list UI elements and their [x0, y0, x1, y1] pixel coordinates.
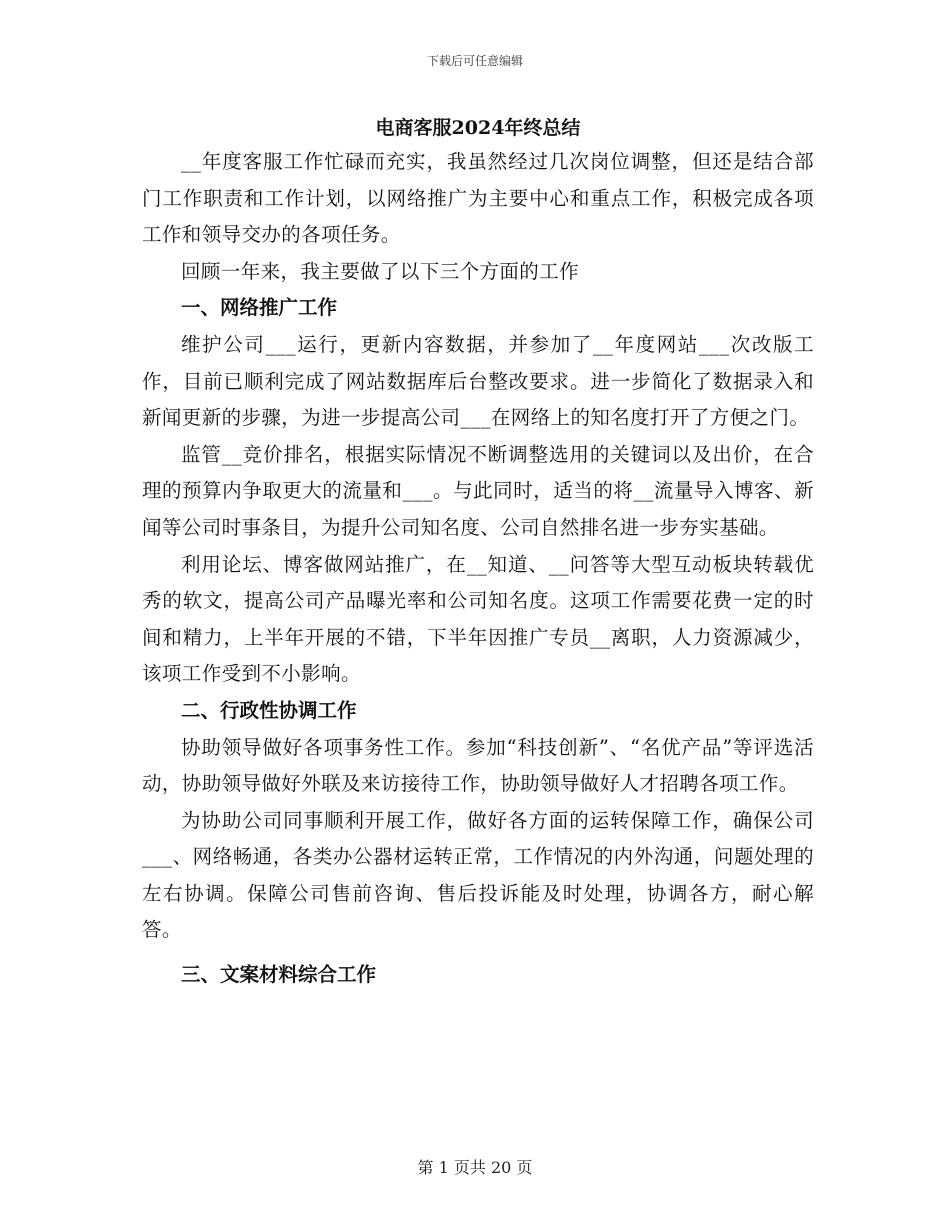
- paragraph-support: 为协助公司同事顺利开展工作，做好各方面的运转保障工作，确保公司___、网络畅通，各类办公器材运转正常，工作情况的内外沟通，问题处理的左右协调。保障公司售前咨询、售后投诉能及时处理，协调各方，耐心解答。: [142, 808, 814, 942]
- paragraph-bidding: 监管__竞价排名，根据实际情况不断调整选用的关键词以及出价，在合理的预算内争取更大的流量和___。与此同时，适当的将__流量导入博客、新闻等公司时事条目，为提升公司知名度、公司自然排名进一步夯实基础。: [142, 442, 814, 539]
- paragraph-forum: 利用论坛、博客做网站推广，在__知道、__问答等大型互动板块转载优秀的软文，提高公司产品曝光率和公司知名度。这项工作需要花费一定的时间和精力，上半年开展的不错，下半年因推广专员__离职，人力资源减少，该项工作受到不小影响。: [142, 552, 814, 686]
- paragraph-website: 维护公司___运行，更新内容数据，并参加了__年度网站___次改版工作，目前已顺利完成了网站数据库后台整改要求。进一步简化了数据录入和新闻更新的步骤，为进一步提高公司___在网络上的知名度打开了方便之门。: [142, 332, 814, 430]
- document-title: 电商客服2024年终总结: [375, 117, 581, 139]
- section-heading-3: 三、文案材料综合工作: [181, 963, 377, 987]
- section-heading-2: 二、行政性协调工作: [181, 698, 357, 722]
- document-body: [142, 112, 814, 994]
- paragraph-review: 回顾一年来，我主要做了以下三个方面的工作: [181, 259, 580, 283]
- page-number: 第 1 页共 20 页: [417, 1158, 533, 1177]
- paragraph-intro: __年度客服工作忙碌而充实，我虽然经过几次岗位调整，但还是结合部门工作职责和工作计划，以网络推广为主要中心和重点工作，积极完成各项工作和领导交办的各项任务。: [142, 150, 814, 247]
- section-heading-1: 一、网络推广工作: [181, 296, 338, 320]
- paragraph-assist: 协助领导做好各项事务性工作。参加“科技创新”、“名优产品”等评选活动，协助领导做好外联及来访接待工作，协助领导做好人才招聘各项工作。: [142, 735, 814, 796]
- page-header-note: 下载后可任意编辑: [426, 54, 523, 68]
